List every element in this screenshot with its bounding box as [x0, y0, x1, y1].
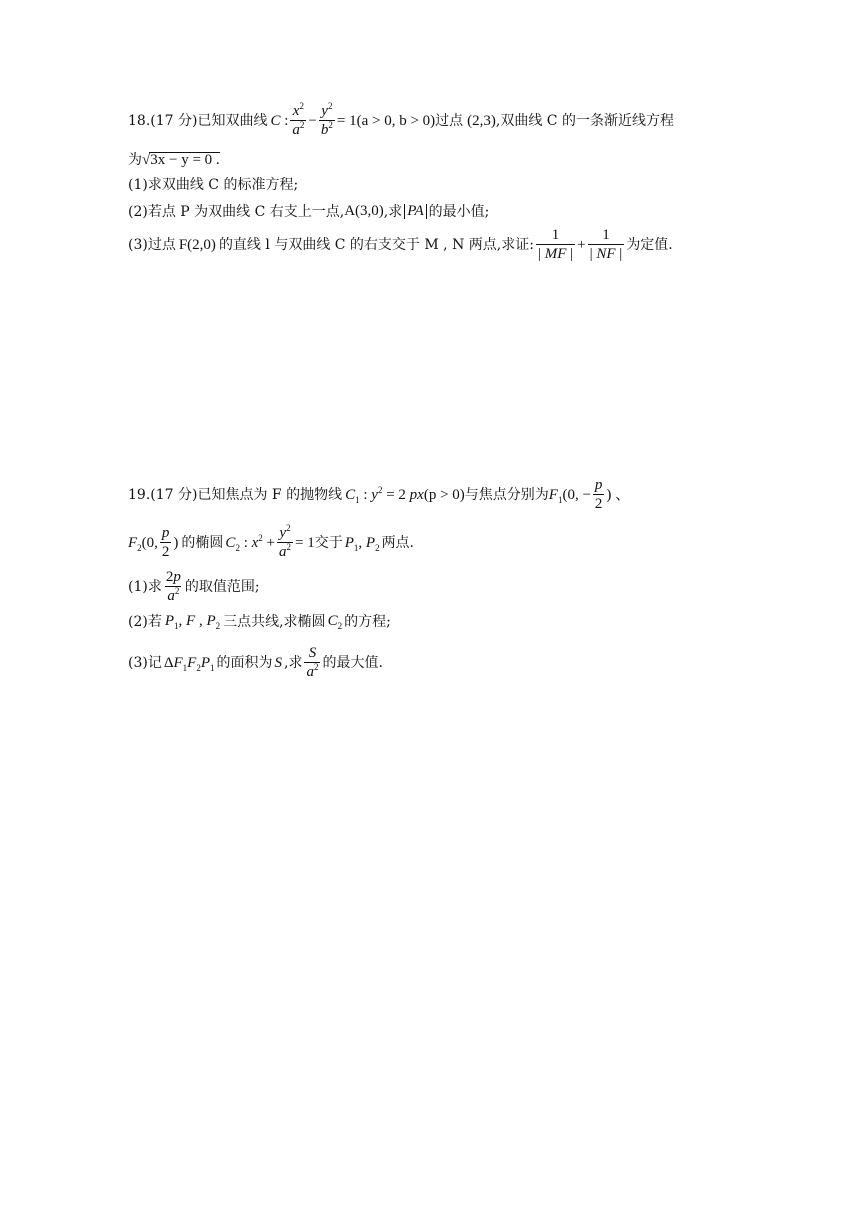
problem-18-line-1: 18.(17 分)已知双曲线 C : $\frac{x^2}{a^2}$ − $\frac{y^2}{b^2}$ = 1 (a > 0, b > 0) 过点 (2,3) ,双曲线 C 的一条渐近线方程	[128, 101, 674, 138]
problem-18-wei: 为	[128, 152, 142, 168]
problem-18-header: 18.(17 分)已知双曲线	[128, 113, 268, 129]
problem-18-q1-text: (1)求双曲线 C 的标准方程;	[128, 177, 299, 193]
abs-pa: PA	[404, 204, 426, 219]
fraction-1-mf: $\frac{1}{| MF |}$	[537, 227, 574, 262]
problem-18-q2-text-d: 的最小值;	[428, 203, 490, 220]
problem-19-ellipse-label: 的椭圆	[181, 535, 224, 551]
problem-18-q2	[128, 204, 489, 219]
problem-18-q3-text-c: 的直线 l 与双曲线 C 的右支交于 M , N 两点,求证:	[218, 237, 534, 253]
problem-19-q2-text-a: (2)若	[128, 613, 162, 630]
problem-19-q2: (2)若 $P_1$, F , $P_2$ 三点共线,求椭圆 $C_2$ 的方程;	[128, 613, 391, 631]
problem-18-q1	[128, 178, 298, 192]
point-2-3: (2,3)	[467, 112, 496, 129]
f1-coord-b: ) 、	[606, 486, 631, 503]
fraction-p-2-b: $\frac{p}{2}$	[161, 525, 170, 560]
fraction-s-a2: $\frac{S}{a^2}$	[306, 645, 319, 680]
problem-19-mid: 与焦点分别为	[464, 487, 549, 503]
point-a: A(3,0)	[344, 203, 384, 219]
fraction-p-2: $\frac{p}{2}$	[594, 477, 603, 512]
problem-18-condition: (a > 0, b > 0)	[356, 112, 436, 129]
problem-19-line-2: $F_2$ (0, $\frac{p}{2}$ ) 的椭圆 $C_2$ : $x^2$ + $\frac{y^2}{a^2}$ = 1 交于 $P_1$, $P_2$ 两点.	[128, 523, 415, 560]
fraction-y2-a2: $\frac{y^2}{a^2}$	[279, 523, 291, 560]
fraction-1-nf: $\frac{1}{| NF |}$	[589, 227, 623, 262]
problem-18-tail: ,双曲线 C 的一条渐近线方程	[495, 113, 674, 129]
fraction-y2-b2: $\frac{y^2}{b^2}$	[320, 101, 333, 138]
asymptote-equation: 3x − y = 0 .	[150, 152, 220, 168]
problem-19-q3-text-b: 的面积为	[216, 655, 273, 671]
problem-19-q3-text-c: ,求	[284, 655, 303, 671]
fraction-2p-a2: $\frac{2p}{a^2}$	[165, 569, 181, 604]
problem-19-two-points: 两点.	[381, 535, 415, 551]
problem-18-q3: (3)过点 F(2,0) 的直线 l 与双曲线 C 的右支交于 M , N 两点,求证: $\frac{1}{| MF |}$ + $\frac{1}{| NF |}$ 为定值.	[128, 227, 673, 262]
problem-19-header: 19.(17 分)已知焦点为 F 的抛物线	[128, 487, 343, 503]
problem-18-line-2: 为 √ 3x − y = 0 .	[128, 151, 220, 168]
f1-coord-a: (0, −	[562, 486, 591, 503]
problem-18-q3-text-a: (3)过点	[128, 237, 176, 253]
problem-18-via: 过点	[435, 113, 464, 129]
problem-19-q1-text-b: 的取值范围;	[184, 579, 260, 595]
problem-19-inter: 交于	[314, 535, 343, 551]
problem-19-q3: (3)记 $\Delta F_1F_2P_1$ 的面积为 S ,求 $\frac{S}{a^2}$ 的最大值.	[128, 645, 383, 680]
problem-18-q2-text-c: ,求	[383, 203, 403, 220]
problem-19-q1	[128, 570, 260, 604]
problem-19-q2-text-b: 三点共线,求椭圆	[223, 613, 326, 630]
problem-19-line-1: 19.(17 分)已知焦点为 F 的抛物线 $C_1$ : $y^2 = 2$ px (p > 0) 与焦点分别为 $F_1$ (0, − $\frac{p}{2}$ ) 、	[128, 477, 631, 512]
f2-coord-b: )	[173, 534, 179, 551]
problem-18-q2-text-a: (2)若点 P 为双曲线 C 右支上一点,	[128, 203, 345, 220]
point-f: F(2,0)	[178, 236, 216, 253]
problem-19-q2-text-c: 的方程;	[344, 613, 391, 630]
problem-19-condition: (p > 0)	[423, 486, 465, 503]
problem-19-q3-text-d: 的最大值.	[322, 655, 383, 671]
f2-coord-a: (0,	[141, 534, 158, 551]
problem-19-q3-text-a: (3)记	[128, 655, 162, 671]
fraction-x2-a2: $\frac{x^2}{a^2}$	[292, 101, 305, 138]
problem-19-q1-text-a: (1)求	[128, 579, 162, 595]
problem-18-q3-text-d: 为定值.	[626, 237, 673, 253]
